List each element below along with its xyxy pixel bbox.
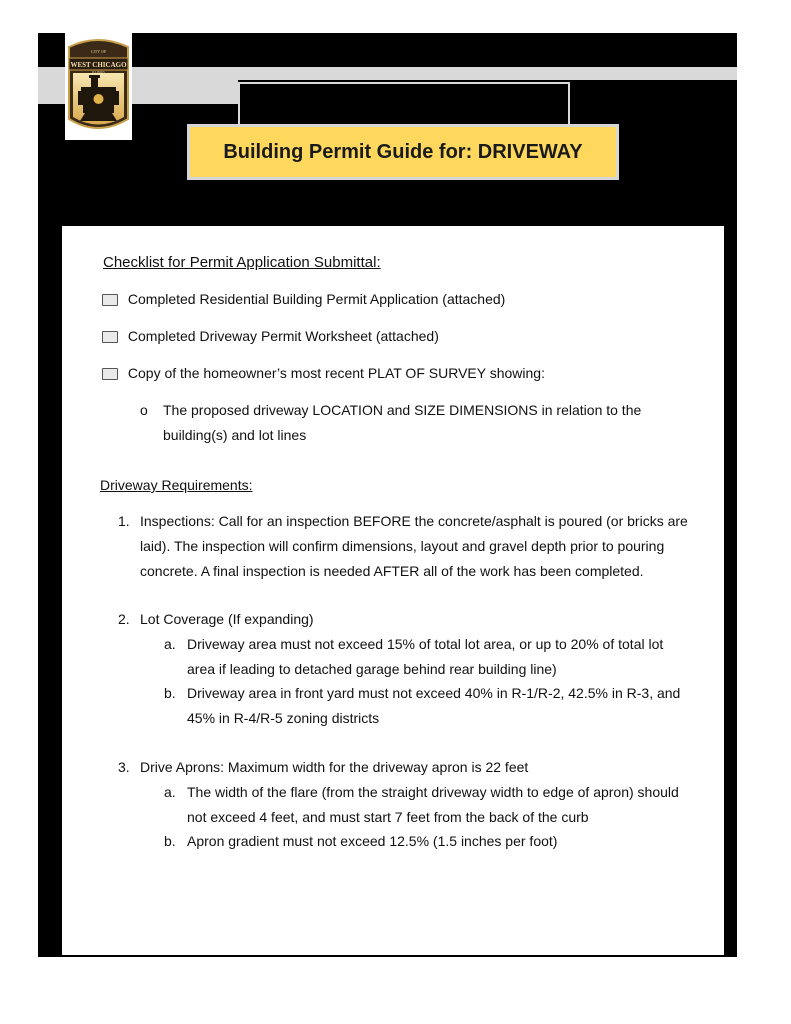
title-box <box>187 124 619 180</box>
sub-letter: b. <box>164 833 176 849</box>
requirement-line: laid). The inspection will confirm dimensions, layout and gravel depth prior to pouring <box>140 538 665 554</box>
requirement-line: concrete. A final inspection is needed AFTER all of the work has been completed. <box>140 563 644 579</box>
bullet-marker: o <box>140 402 148 418</box>
logo-bottom-text: ILLINOIS <box>92 70 105 74</box>
logo-name: WEST CHICAGO <box>70 61 127 69</box>
sub-letter: a. <box>164 636 176 652</box>
sub-letter: a. <box>164 784 176 800</box>
page-title: Building Permit Guide for: DRIVEWAY <box>223 140 583 163</box>
requirement-subline: The width of the flare (from the straight driveway width to edge of apron) should <box>187 784 679 800</box>
logo-top-text: CITY OF <box>90 49 107 54</box>
requirement-line: Inspections: Call for an inspection BEFORE the concrete/asphalt is poured (or bricks are <box>140 513 688 529</box>
checklist-item-label: Completed Driveway Permit Worksheet (attached) <box>127 328 439 344</box>
checklist-heading: Checklist for Permit Application Submittal: <box>103 254 381 271</box>
requirement-subline: 45% in R-4/R-5 zoning districts <box>187 710 380 726</box>
checklist-item-label: Completed Residential Building Permit Application (attached) <box>127 291 506 307</box>
subitem-line: building(s) and lot lines <box>163 427 307 443</box>
requirement-subline: Driveway area in front yard must not exceed 40% in R-1/R-2, 42.5% in R-3, and <box>187 685 681 701</box>
requirement-line: Lot Coverage (If expanding) <box>140 611 314 627</box>
checklist-item <box>102 365 545 381</box>
list-number: 2. <box>118 611 130 627</box>
checklist-item <box>102 328 439 344</box>
list-number: 3. <box>118 759 130 775</box>
content-panel <box>62 226 724 955</box>
checkbox[interactable] <box>102 368 118 380</box>
sub-letter: b. <box>164 685 176 701</box>
list-number: 1. <box>118 513 130 529</box>
checkbox[interactable] <box>102 294 118 306</box>
city-logo <box>65 33 132 140</box>
checkbox[interactable] <box>102 331 118 343</box>
requirements-heading: Driveway Requirements: <box>100 477 253 493</box>
checklist-item-label: Copy of the homeowner’s most recent PLAT OF SURVEY showing: <box>127 365 545 381</box>
requirement-subline: area if leading to detached garage behind rear building line) <box>187 661 557 677</box>
requirement-subline: Driveway area must not exceed 15% of total lot area, or up to 20% of total lot <box>187 636 664 652</box>
requirement-subline: not exceed 4 feet, and must start 7 feet from the back of the curb <box>187 809 589 825</box>
subitem-line: The proposed driveway LOCATION and SIZE DIMENSIONS in relation to the <box>163 402 642 418</box>
header-box <box>238 82 570 126</box>
header-band <box>38 67 737 80</box>
requirement-line: Drive Aprons: Maximum width for the driveway apron is 22 feet <box>140 759 529 775</box>
checklist-item <box>102 291 505 307</box>
requirement-subline: Apron gradient must not exceed 12.5% (1.5 inches per foot) <box>187 833 558 849</box>
